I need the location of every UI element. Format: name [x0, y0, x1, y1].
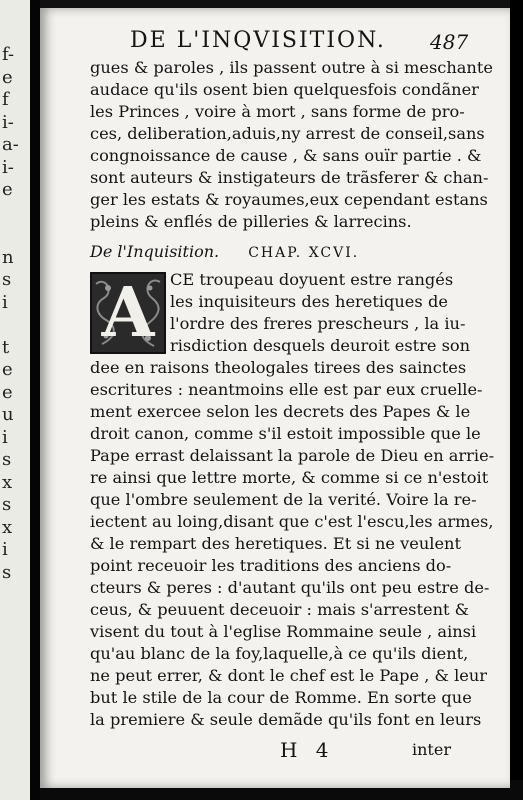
previous-page-fragment	[2, 607, 28, 630]
chapter-heading	[90, 242, 448, 261]
text-line: la premiere & seule demãde qu'ils font en leurs	[90, 710, 482, 729]
text-line: congnoissance de cause , & sans ouïr partie . &	[90, 146, 482, 165]
text-line: droit canon, comme s'il estoit impossible que le	[90, 424, 481, 443]
previous-page-fragment: i-	[2, 111, 14, 133]
running-head: DE L'INQVISITION.	[130, 28, 386, 53]
text-line: sont auteurs & instigateurs de trãsferer & chan-	[90, 168, 489, 187]
signature-mark: H 4	[280, 738, 335, 762]
text-line: re ainsi que lettre morte, & comme si ce n'estoit	[90, 468, 489, 487]
text-line: ger les estats & royaumes,eux cependant estans	[90, 190, 488, 209]
previous-page-fragment: i	[2, 539, 8, 560]
previous-page-fragment: i-	[2, 156, 14, 178]
text-line: ment exercee selon les decrets des Papes & le	[90, 402, 471, 421]
text-line: ces, deliberation,aduis,ny arrest de conseil,sans	[90, 124, 485, 143]
text-line: l'ordre des freres prescheurs , la iu-	[170, 314, 466, 333]
decorated-initial	[90, 272, 166, 354]
previous-page-fragment: e	[2, 381, 13, 403]
previous-page-fragment: f	[2, 89, 9, 110]
chapter-title: De l'Inquisition.	[90, 242, 220, 261]
text-line: gues & paroles , ils passent outre à si meschante	[90, 58, 493, 77]
text-line: visent du tout à l'eglise Rommaine seule , ainsi	[90, 622, 477, 641]
previous-page-margin-text	[2, 44, 28, 629]
text-line: but le stile de la cour de Romme. En sorte que	[90, 688, 472, 707]
text-line: ceus, & peuuent deceuoir : mais s'arrestent &	[90, 600, 470, 619]
scan-right-border	[510, 0, 523, 800]
text-line: escritures : neantmoins elle est par eux cruelle-	[90, 380, 483, 399]
catchword: inter	[412, 740, 451, 759]
previous-page-fragment: i	[2, 426, 8, 448]
previous-page-fragment: s	[2, 269, 12, 290]
text-line: les inquisiteurs des heretiques de	[170, 292, 448, 311]
previous-page-fragment: e	[2, 66, 13, 88]
previous-page-fragment: e	[2, 359, 13, 380]
previous-page-fragment: e	[2, 179, 13, 200]
text-line: CE troupeau doyuent estre rangés	[170, 270, 454, 289]
previous-page-fragment: s	[2, 449, 12, 470]
text-line: dee en raisons theologales tirees des sainctes	[90, 358, 467, 377]
book-spine	[30, 0, 40, 800]
previous-page-fragment: f-	[2, 44, 15, 65]
text-line: audace qu'ils osent bien quelquesfois condãner	[90, 80, 479, 99]
text-line: qu'au blanc de la foy,laquelle,à ce qu'ils dient,	[90, 644, 469, 663]
previous-page-fragment	[2, 314, 28, 337]
text-line: point receuoir les traditions des anciens do-	[90, 556, 452, 575]
previous-page-fragment	[2, 202, 28, 225]
page	[40, 8, 510, 788]
text-line: ne peut errer, & dont le chef est le Pape , & leur	[90, 666, 488, 685]
text-line: cteurs & peres : d'autant qu'ils ont peu estre de-	[90, 578, 490, 597]
previous-page-fragment	[2, 584, 28, 607]
previous-page-fragment: n	[2, 246, 14, 268]
previous-page-fragment: i	[2, 291, 8, 313]
text-line: pleins & enflés de pilleries & larrecins.	[90, 212, 412, 231]
previous-page-fragment: x	[2, 516, 13, 538]
previous-page-fragment: x	[2, 471, 13, 493]
chapter-number: CHAP. XCVI.	[248, 245, 360, 261]
previous-page-fragment: s	[2, 561, 12, 583]
folio-number: 487	[430, 30, 469, 54]
previous-page-edge	[0, 0, 30, 800]
text-line: que l'ombre seulement de la verité. Voire la re-	[90, 490, 477, 509]
text-line: les Princes , voire à mort , sans forme de pro-	[90, 102, 465, 121]
previous-page-fragment: s	[2, 494, 12, 515]
previous-page-fragment: u	[2, 404, 14, 425]
text-line: Pape errast delaissant la parole de Dieu en arrie-	[90, 446, 495, 465]
previous-page-fragment: t	[2, 336, 10, 358]
text-line: risdiction desquels deuroit estre son	[170, 336, 471, 355]
text-line: & le rempart des heretiques. Et si ne veulent	[90, 534, 461, 553]
previous-page-fragment: a-	[2, 134, 19, 155]
previous-page-fragment	[2, 224, 28, 247]
initial-letter: A	[101, 273, 155, 353]
text-line: iectent au loing,disant que c'est l'escu,les armes,	[90, 512, 494, 531]
